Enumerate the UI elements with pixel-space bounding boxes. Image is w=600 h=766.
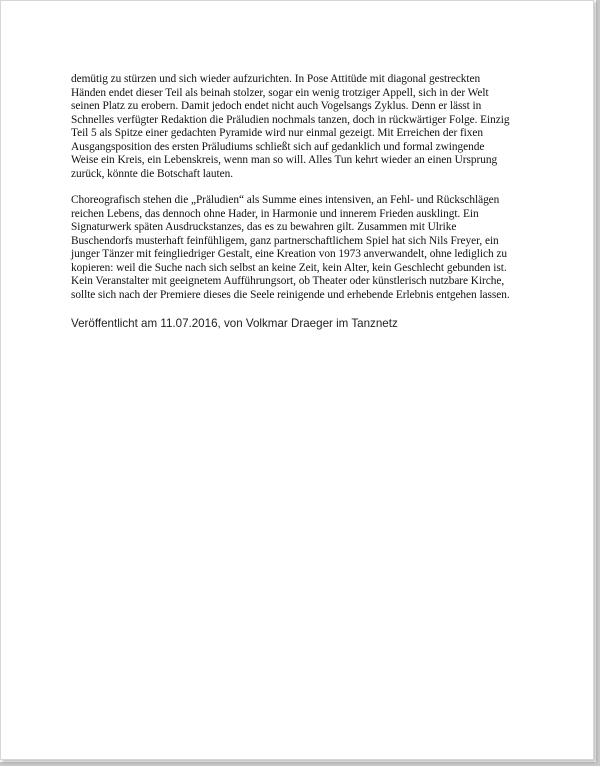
text-line: Signaturwerk späten Ausdruckstanzes, das es zu bewahren gilt. Zusammen mit Ulrike [71,221,457,233]
text-line: demütig zu stürzen und sich wieder aufzurichten. In Pose Attitüde mit diagonal gestreckten [71,73,481,85]
text-line: Buschendorfs musterhaft feinfühligem, ganz partnerschaftlichem Spiel hat sich Nils Freyer, ein [71,234,499,247]
text-line: Teil 5 als Spitze einer gedachten Pyramide wird nur einmal gezeigt. Mit Erreichen der fixen [71,127,484,139]
text-line: Ausgangsposition des ersten Präludiums schließt sich auf gedanklich und formal zwingende [71,140,485,153]
text-line: sollte sich nach der Premiere dieses die Seele reinigende und erhebende Erlebnis entgehen lassen. [71,288,510,301]
text-line: Händen endet dieser Teil als beinah stolzer, sogar ein wenig trotziger Appell, sich in der Welt [71,86,489,99]
paragraph-1 [71,73,541,181]
publication-note: Veröffentlicht am 11.07.2016, von Volkmar Draeger im Tanznetz [71,317,398,330]
paragraph-2 [71,194,541,302]
text-line: reichen Lebens, das dennoch ohne Hader, in Harmonie und innerem Frieden ausklingt. Ein [71,207,479,220]
text-line: Kein Veranstalter mit geeignetem Aufführungsort, ob Theater oder künstlerisch nutzbare Kirche, [71,275,505,287]
text-line: kopieren: weil die Suche nach sich selbst an keine Zeit, kein Alter, kein Geschlecht gebunden ist. [71,261,507,274]
text-line: Weise ein Kreis, ein Lebenskreis, wenn man so will. Alles Tun kehrt wieder an einen Ursprung [71,154,498,166]
page-content [71,73,541,331]
text-line: Schnelles verfügter Redaktion die Präludien nochmals tanzen, doch in rückwärtiger Folge. Einzig [71,113,510,126]
text-line: seinen Platz zu erobern. Damit jedoch endet nicht auch Vogelsangs Zyklus. Denn er lässt in [71,100,482,112]
text-line: junger Tänzer mit feingliedriger Gestalt, eine Kreation von 1973 anverwandelt, ohne lediglich zu [71,248,507,260]
text-line: zurück, könnte die Botschaft lauten. [71,167,234,180]
text-line: Choreografisch stehen die „Präludien“ als Summe eines intensiven, an Fehl- und Rückschlägen [71,194,500,206]
